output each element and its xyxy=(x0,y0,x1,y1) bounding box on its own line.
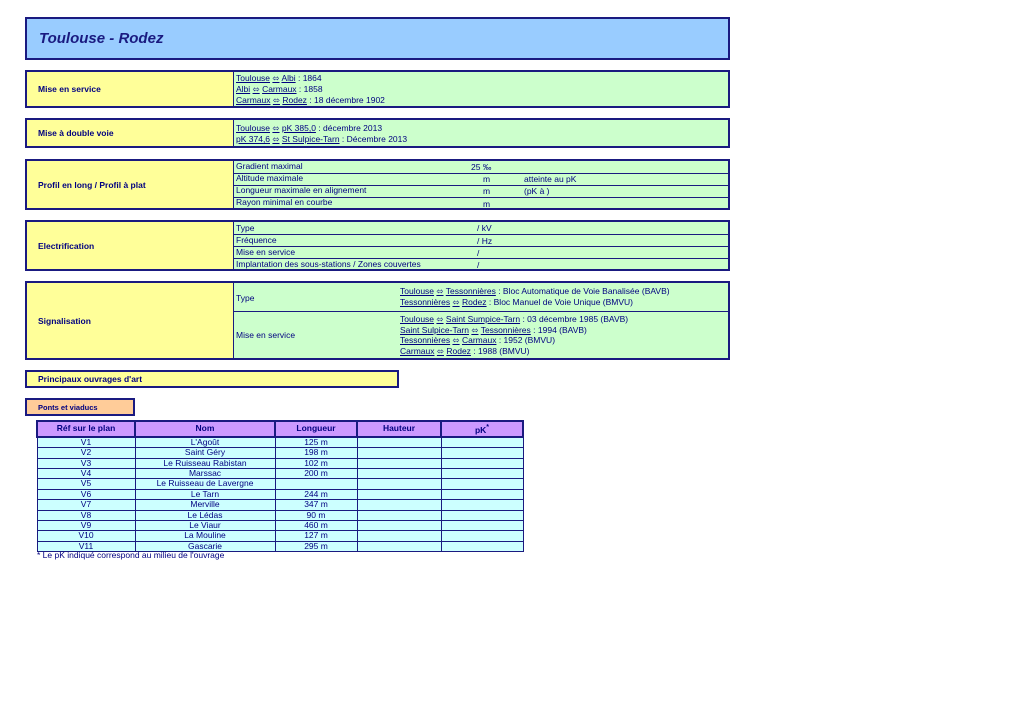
table-cell: Saint Géry xyxy=(135,448,275,458)
signalisation-label: Signalisation xyxy=(27,283,234,358)
table-cell xyxy=(275,479,357,489)
table-cell: V8 xyxy=(37,510,135,520)
table-cell: V2 xyxy=(37,448,135,458)
signalisation-type-label: Type xyxy=(236,293,255,303)
mise-en-service-label: Mise en service xyxy=(27,72,234,106)
table-cell: Le Viaur xyxy=(135,521,275,531)
table-cell: 244 m xyxy=(275,489,357,499)
table-cell xyxy=(357,521,441,531)
electrification-row: Type / kV xyxy=(234,222,728,235)
table-row xyxy=(37,531,523,541)
table-cell xyxy=(441,469,523,479)
table-cell xyxy=(441,510,523,520)
profil-label: Profil en long / Profil à plat xyxy=(27,161,234,208)
profil-section xyxy=(25,159,730,210)
electrification-row: Implantation des sous-stations / Zones couvertes / xyxy=(236,259,480,270)
signalisation-service-label: Mise en service xyxy=(236,330,296,340)
table-cell xyxy=(441,500,523,510)
table-cell: Gascarie xyxy=(135,541,275,551)
table-cell xyxy=(357,437,441,448)
electrification-section xyxy=(25,220,730,271)
col-nom: Nom xyxy=(135,421,275,437)
table-cell: La Mouline xyxy=(135,531,275,541)
table-cell: V4 xyxy=(37,469,135,479)
electrification-label: Electrification xyxy=(27,222,234,269)
table-row xyxy=(37,510,523,520)
table-cell: Le Lédas xyxy=(135,510,275,520)
table-cell xyxy=(441,531,523,541)
table-row xyxy=(37,458,523,468)
table-cell: V1 xyxy=(37,437,135,448)
signalisation-service-line: Tessonnières ⬄ Carmaux : 1952 (BMVU) xyxy=(400,335,556,345)
page-title-box xyxy=(25,17,730,60)
table-cell xyxy=(441,458,523,468)
table-cell: 295 m xyxy=(275,541,357,551)
table-cell: V3 xyxy=(37,458,135,468)
table-cell xyxy=(441,521,523,531)
table-cell: V10 xyxy=(37,531,135,541)
table-cell xyxy=(441,541,523,551)
table-cell xyxy=(357,541,441,551)
table-cell xyxy=(357,489,441,499)
table-row xyxy=(37,489,523,499)
table-cell xyxy=(441,489,523,499)
table-cell: 347 m xyxy=(275,500,357,510)
table-cell xyxy=(441,437,523,448)
double-voie-line: Toulouse ⬄ pK 385,0 : décembre 2013 xyxy=(236,123,383,133)
profil-row: Gradient maximal 25 ‰ xyxy=(234,161,728,174)
col-ref: Réf sur le plan xyxy=(37,421,135,437)
table-cell: 90 m xyxy=(275,510,357,520)
table-cell xyxy=(357,469,441,479)
table-cell: 125 m xyxy=(275,437,357,448)
col-hauteur: Hauteur xyxy=(357,421,441,437)
double-voie-section xyxy=(25,118,730,148)
table-cell: V7 xyxy=(37,500,135,510)
table-cell: Le Ruisseau Rabistan xyxy=(135,458,275,468)
double-voie-label: Mise à double voie xyxy=(27,120,234,146)
signalisation-type-line: Toulouse ⬄ Tessonnières : Bloc Automatique de Voie Banalisée (BAVB) xyxy=(400,286,670,296)
mise-en-service-line: Albi ⬄ Carmaux : 1858 xyxy=(236,84,323,94)
table-row xyxy=(37,437,523,448)
table-row xyxy=(37,500,523,510)
table-cell: 460 m xyxy=(275,521,357,531)
profil-row: Longueur maximale en alignement m (pK à ) xyxy=(234,185,728,198)
signalisation-section xyxy=(25,281,730,360)
table-cell: Merville xyxy=(135,500,275,510)
mise-en-service-line: Carmaux ⬄ Rodez : 18 décembre 1902 xyxy=(236,95,385,105)
ouvrages-header: Principaux ouvrages d'art xyxy=(25,370,399,388)
signalisation-service-row xyxy=(234,311,728,358)
signalisation-values xyxy=(234,283,728,358)
table-cell xyxy=(357,510,441,520)
table-cell: V9 xyxy=(37,521,135,531)
signalisation-service-line: Toulouse ⬄ Saint Sumpice-Tarn : 03 décembre 1985 (BAVB) xyxy=(400,314,629,324)
table-header-row xyxy=(37,421,523,437)
signalisation-service-line: Saint Sulpice-Tarn ⬄ Tessonnières : 1994 (BAVB) xyxy=(400,325,587,335)
mise-en-service-section xyxy=(25,70,730,108)
table-cell: V6 xyxy=(37,489,135,499)
table-row xyxy=(37,469,523,479)
table-cell xyxy=(357,531,441,541)
table-cell xyxy=(357,479,441,489)
table-cell: 102 m xyxy=(275,458,357,468)
mise-en-service-line: Toulouse ⬄ Albi : 1864 xyxy=(236,73,322,83)
table-cell: Marssac xyxy=(135,469,275,479)
double-voie-values xyxy=(234,120,728,146)
footnote: * Le pK indiqué correspond au milieu de l'ouvrage xyxy=(37,550,225,560)
table-cell xyxy=(357,448,441,458)
table-cell: Le Ruisseau de Lavergne xyxy=(135,479,275,489)
electrification-values xyxy=(234,222,728,269)
table-cell: 200 m xyxy=(275,469,357,479)
signalisation-type-line: Tessonnières ⬄ Rodez : Bloc Manuel de Voie Unique (BMVU) xyxy=(400,297,634,307)
table-cell: V11 xyxy=(37,541,135,551)
table-cell: 127 m xyxy=(275,531,357,541)
double-voie-line: pK 374,6 ⬄ St Sulpice-Tarn : Décembre 2013 xyxy=(236,134,408,144)
table-cell: V5 xyxy=(37,479,135,489)
table-cell xyxy=(357,500,441,510)
table-cell: Le Tarn xyxy=(135,489,275,499)
table-cell: L'Agoût xyxy=(135,437,275,448)
profil-row: Rayon minimal en courbe m xyxy=(236,197,491,209)
ponts-viaducs-header: Ponts et viaducs xyxy=(25,398,135,416)
mise-en-service-values xyxy=(234,72,728,106)
table-cell xyxy=(441,448,523,458)
electrification-row: Fréquence / Hz xyxy=(234,234,728,247)
profil-row: Altitude maximale m atteinte au pK xyxy=(234,173,728,186)
signalisation-service-line: Carmaux ⬄ Rodez : 1988 (BMVU) xyxy=(400,346,530,356)
table-row xyxy=(37,479,523,489)
table-cell xyxy=(357,458,441,468)
col-longueur: Longueur xyxy=(275,421,357,437)
profil-values xyxy=(234,161,728,208)
table-cell: 198 m xyxy=(275,448,357,458)
table-row xyxy=(37,448,523,458)
electrification-row: Mise en service / xyxy=(234,246,728,259)
signalisation-type-row xyxy=(234,283,728,312)
col-pk: pK* xyxy=(441,421,523,437)
page-title: Toulouse - Rodez xyxy=(39,30,164,47)
table-row xyxy=(37,521,523,531)
ponts-table xyxy=(36,420,524,552)
table-cell xyxy=(441,479,523,489)
